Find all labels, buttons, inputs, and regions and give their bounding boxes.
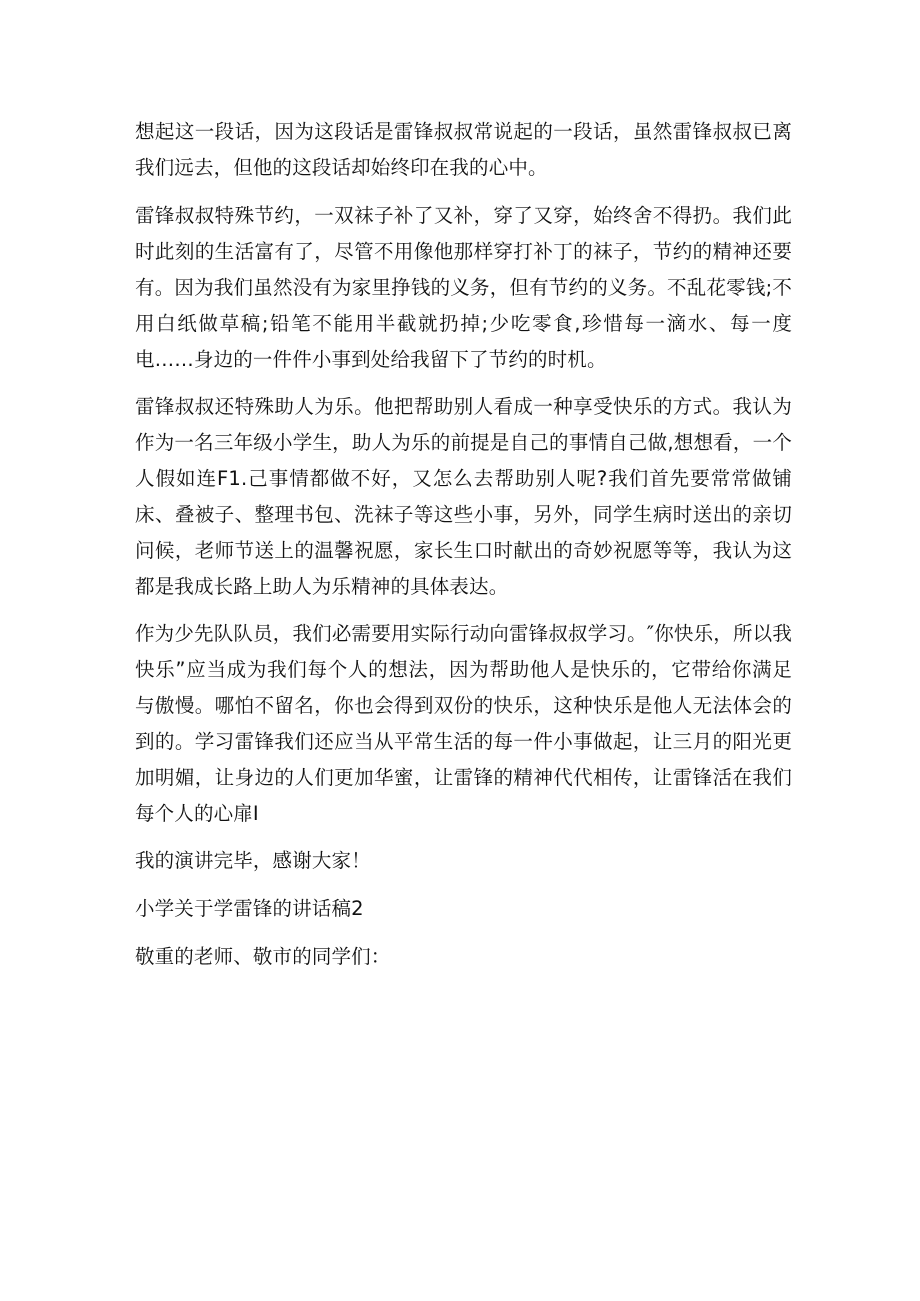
- paragraph-helping-others: 雷锋叔叔还特殊助人为乐。他把帮助别人看成一种享受快乐的方式。我认为作为一名三年级小学生，助人为乐的前提是自己的事情自己做,想想看，一个人假如连F1.己事情都做不好，又怎么去帮助别人呢?我们首先要常常做铺床、叠被子、整理书包、洗袜子等这些小事，另外，同学生病时送出的亲切问候，老师节送上的温馨祝愿，家长生口时献出的奇妙祝愿等等，我认为这都是我成长路上助人为乐精神的具体表达。: [135, 395, 792, 598]
- paragraph-thrift: 雷锋叔叔特殊节约，一双袜子补了又补，穿了又穿，始终舍不得扔。我们此时此刻的生活富有了，尽管不用像他那样穿打补丁的袜子，节约的精神还要有。因为我们虽然没有为家里挣钱的义务，但有节约的义务。不乱花零钱;不用白纸做草稿;铅笔不能用半截就扔掉;少吃零食,珍惜每一滴水、每一度电……身边的一件件小事到处给我留下了节约的时机。: [135, 204, 792, 371]
- section-heading: 小学关于学雷锋的讲话稿2: [135, 897, 364, 920]
- paragraph-closing: 我的演讲完毕，感谢大家！: [135, 849, 371, 872]
- salutation: 敬重的老师、敬市的同学们：: [135, 945, 391, 968]
- paragraph-young-pioneers: 作为少先队队员，我们必需要用实际行动向雷锋叔叔学习。″你快乐，所以我快乐”应当成为我们每个人的想法，因为帮助他人是快乐的，它带给你满足与傲慢。哪怕不留名，你也会得到双份的快乐，这种快乐是他人无法体会的到的。学习雷锋我们还应当从平常生活的每一件小事做起，让三月的阳光更加明媚，让身边的人们更加华蜜，让雷锋的精神代代相传，让雷锋活在我们每个人的心扉I: [135, 622, 792, 825]
- paragraph-memory: 想起这一段话，因为这段话是雷锋叔叔常说起的一段话，虽然雷锋叔叔已离我们远去，但他的这段话却始终印在我的心中。: [135, 120, 792, 179]
